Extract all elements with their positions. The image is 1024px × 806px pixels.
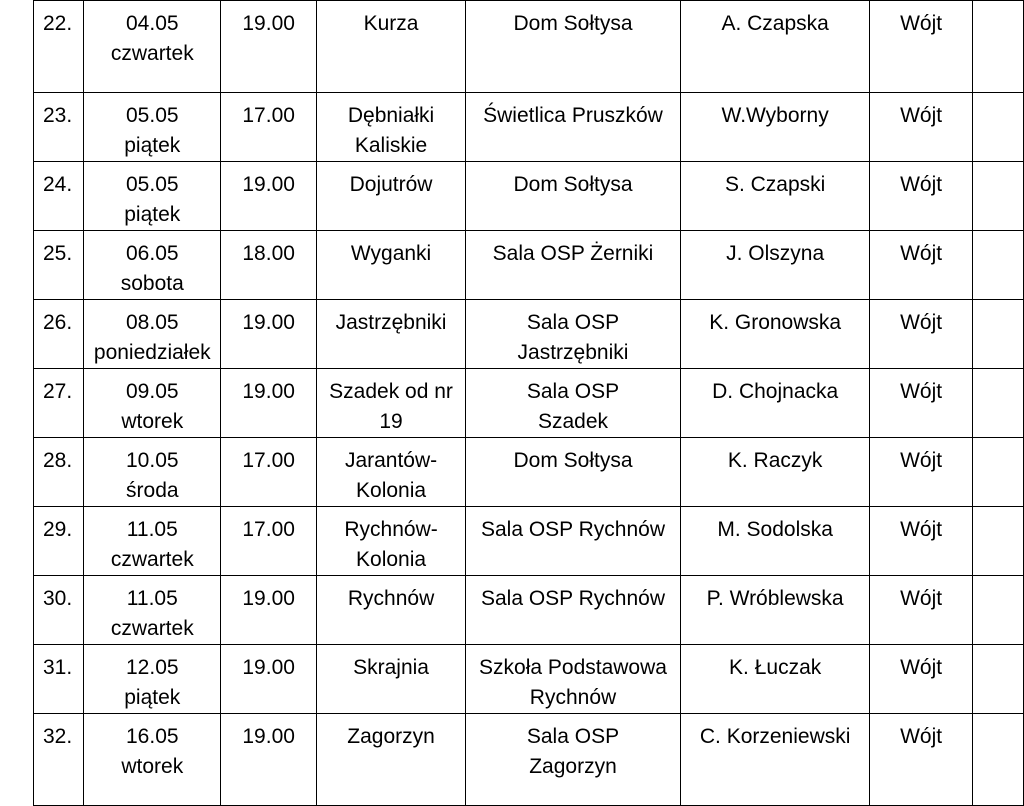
extra-cell bbox=[972, 714, 1023, 806]
village-cell-text: Kolonia bbox=[356, 548, 427, 571]
time-cell bbox=[221, 507, 317, 576]
village-cell-text: Skrajnia bbox=[353, 656, 429, 679]
date-cell-text: 11.05 bbox=[126, 518, 178, 541]
date-cell-text: wtorek bbox=[121, 755, 184, 778]
date-cell-text: 11.05 bbox=[126, 587, 178, 610]
host-cell bbox=[870, 93, 972, 162]
date-cell-text: środa bbox=[126, 479, 179, 502]
person-cell bbox=[680, 369, 870, 438]
host-cell bbox=[870, 645, 972, 714]
village-cell-text: Kaliskie bbox=[354, 134, 428, 157]
place-cell bbox=[466, 300, 681, 369]
extra-cell bbox=[972, 645, 1023, 714]
host-cell-text: Wójt bbox=[900, 12, 943, 35]
time-cell-text: 19.00 bbox=[242, 587, 295, 610]
table-row bbox=[34, 300, 1024, 369]
place-cell bbox=[466, 438, 681, 507]
village-cell-text: Kolonia bbox=[356, 479, 427, 502]
extra-cell bbox=[972, 438, 1023, 507]
date-cell-text: 08.05 bbox=[126, 311, 179, 334]
date-cell bbox=[84, 231, 221, 300]
host-cell-text: Wójt bbox=[900, 173, 943, 196]
host-cell bbox=[870, 438, 972, 507]
date-cell bbox=[84, 438, 221, 507]
host-cell-text: Wójt bbox=[900, 725, 943, 748]
table-row bbox=[34, 369, 1024, 438]
place-cell bbox=[466, 231, 681, 300]
person-cell-text: K. Raczyk bbox=[727, 449, 823, 472]
place-cell-text: Świetlica Pruszków bbox=[483, 104, 663, 127]
village-cell bbox=[317, 93, 466, 162]
date-cell bbox=[84, 645, 221, 714]
time-cell-text: 18.00 bbox=[242, 242, 295, 265]
row-number-cell-text: 23. bbox=[43, 104, 73, 127]
village-cell-text: Dębniałki bbox=[347, 104, 435, 127]
row-number-cell-text: 25. bbox=[43, 242, 73, 265]
host-cell-text: Wójt bbox=[900, 380, 943, 403]
date-cell bbox=[84, 1, 221, 93]
host-cell-text: Wójt bbox=[900, 656, 943, 679]
time-cell bbox=[221, 162, 317, 231]
place-cell-text: Sala OSP Rychnów bbox=[480, 587, 666, 610]
place-cell bbox=[466, 369, 681, 438]
person-cell-text: J. Olszyna bbox=[726, 242, 825, 265]
time-cell bbox=[221, 1, 317, 93]
date-cell-text: 05.05 bbox=[126, 104, 179, 127]
date-cell-text: piątek bbox=[124, 134, 181, 157]
place-cell bbox=[466, 576, 681, 645]
place-cell bbox=[466, 714, 681, 806]
person-cell-text: A. Czapska bbox=[721, 12, 829, 35]
table-row bbox=[34, 438, 1024, 507]
place-cell-text: Sala OSP bbox=[526, 311, 620, 334]
row-number-cell bbox=[34, 438, 84, 507]
meeting-schedule-table bbox=[33, 0, 1024, 806]
village-cell-text: 19 bbox=[379, 410, 403, 433]
person-cell-text: M. Sodolska bbox=[717, 518, 833, 541]
table-row bbox=[34, 714, 1024, 806]
village-cell-text: Zagorzyn bbox=[347, 725, 435, 748]
person-cell-text: S. Czapski bbox=[724, 173, 826, 196]
place-cell bbox=[466, 507, 681, 576]
time-cell-text: 19.00 bbox=[242, 380, 295, 403]
person-cell bbox=[680, 645, 870, 714]
row-number-cell bbox=[34, 369, 84, 438]
person-cell-text: W.Wyborny bbox=[721, 104, 829, 127]
date-cell bbox=[84, 300, 221, 369]
table-row bbox=[34, 231, 1024, 300]
date-cell-text: wtorek bbox=[121, 410, 184, 433]
village-cell bbox=[317, 507, 466, 576]
village-cell bbox=[317, 1, 466, 93]
person-cell bbox=[680, 1, 870, 93]
place-cell-text: Jastrzębniki bbox=[517, 341, 629, 364]
date-cell-text: 05.05 bbox=[126, 173, 179, 196]
village-cell bbox=[317, 714, 466, 806]
row-number-cell-text: 29. bbox=[43, 518, 73, 541]
person-cell bbox=[680, 714, 870, 806]
date-cell bbox=[84, 162, 221, 231]
row-number-cell bbox=[34, 714, 84, 806]
time-cell-text: 19.00 bbox=[242, 311, 295, 334]
time-cell-text: 19.00 bbox=[242, 725, 295, 748]
date-cell-text: 04.05 bbox=[126, 12, 179, 35]
table-row bbox=[34, 93, 1024, 162]
time-cell-text: 17.00 bbox=[242, 104, 295, 127]
table-row bbox=[34, 645, 1024, 714]
host-cell-text: Wójt bbox=[900, 449, 943, 472]
row-number-cell-text: 26. bbox=[43, 311, 73, 334]
village-cell-text: Wyganki bbox=[350, 242, 432, 265]
row-number-cell bbox=[34, 162, 84, 231]
extra-cell bbox=[972, 162, 1023, 231]
date-cell-text: czwartek bbox=[110, 42, 194, 65]
host-cell bbox=[870, 507, 972, 576]
village-cell-text: Dojutrów bbox=[349, 173, 433, 196]
date-cell bbox=[84, 369, 221, 438]
person-cell-text: P. Wróblewska bbox=[706, 587, 844, 610]
place-cell-text: Sala OSP Żerniki bbox=[492, 242, 654, 265]
host-cell bbox=[870, 714, 972, 806]
place-cell-text: Szadek bbox=[537, 410, 609, 433]
time-cell bbox=[221, 714, 317, 806]
row-number-cell bbox=[34, 93, 84, 162]
person-cell bbox=[680, 507, 870, 576]
host-cell-text: Wójt bbox=[900, 587, 943, 610]
place-cell-text: Dom Sołtysa bbox=[513, 449, 633, 472]
place-cell-text: Dom Sołtysa bbox=[513, 12, 633, 35]
date-cell-text: 06.05 bbox=[126, 242, 179, 265]
row-number-cell-text: 24. bbox=[43, 173, 73, 196]
date-cell-text: piątek bbox=[124, 203, 181, 226]
row-number-cell-text: 31. bbox=[43, 656, 73, 679]
time-cell-text: 19.00 bbox=[242, 173, 295, 196]
village-cell bbox=[317, 645, 466, 714]
host-cell bbox=[870, 231, 972, 300]
host-cell bbox=[870, 162, 972, 231]
place-cell-text: Sala OSP bbox=[526, 725, 620, 748]
date-cell-text: 12.05 bbox=[126, 656, 179, 679]
time-cell-text: 17.00 bbox=[242, 518, 295, 541]
row-number-cell bbox=[34, 507, 84, 576]
host-cell bbox=[870, 300, 972, 369]
person-cell-text: K. Gronowska bbox=[709, 311, 842, 334]
extra-cell bbox=[972, 369, 1023, 438]
date-cell bbox=[84, 93, 221, 162]
table-row bbox=[34, 162, 1024, 231]
table-row bbox=[34, 1, 1024, 93]
row-number-cell-text: 27. bbox=[43, 380, 73, 403]
village-cell-text: Jastrzębniki bbox=[335, 311, 447, 334]
date-cell-text: 09.05 bbox=[126, 380, 179, 403]
date-cell-text: sobota bbox=[120, 272, 184, 295]
person-cell bbox=[680, 231, 870, 300]
time-cell bbox=[221, 438, 317, 507]
time-cell-text: 17.00 bbox=[242, 449, 295, 472]
place-cell-text: Dom Sołtysa bbox=[513, 173, 633, 196]
host-cell-text: Wójt bbox=[900, 311, 943, 334]
person-cell-text: C. Korzeniewski bbox=[699, 725, 851, 748]
host-cell bbox=[870, 1, 972, 93]
host-cell-text: Wójt bbox=[900, 104, 943, 127]
village-cell bbox=[317, 300, 466, 369]
extra-cell bbox=[972, 300, 1023, 369]
extra-cell bbox=[972, 93, 1023, 162]
host-cell-text: Wójt bbox=[900, 242, 943, 265]
time-cell bbox=[221, 231, 317, 300]
row-number-cell-text: 22. bbox=[43, 12, 73, 35]
date-cell-text: czwartek bbox=[110, 617, 194, 640]
date-cell-text: 16.05 bbox=[126, 725, 179, 748]
schedule-sheet bbox=[33, 0, 1024, 806]
row-number-cell bbox=[34, 1, 84, 93]
person-cell bbox=[680, 438, 870, 507]
village-cell bbox=[317, 369, 466, 438]
schedule-body bbox=[34, 1, 1024, 806]
time-cell bbox=[221, 645, 317, 714]
place-cell-text: Sala OSP Rychnów bbox=[480, 518, 666, 541]
host-cell bbox=[870, 369, 972, 438]
time-cell bbox=[221, 576, 317, 645]
row-number-cell bbox=[34, 645, 84, 714]
village-cell-text: Kurza bbox=[363, 12, 419, 35]
village-cell bbox=[317, 162, 466, 231]
table-row bbox=[34, 576, 1024, 645]
place-cell-text: Zagorzyn bbox=[529, 755, 617, 778]
person-cell bbox=[680, 162, 870, 231]
place-cell bbox=[466, 645, 681, 714]
date-cell-text: poniedziałek bbox=[93, 341, 211, 364]
place-cell-text: Szkoła Podstawowa bbox=[479, 656, 667, 679]
village-cell-text: Rychnów bbox=[347, 587, 435, 610]
person-cell bbox=[680, 93, 870, 162]
date-cell bbox=[84, 576, 221, 645]
place-cell-text: Sala OSP bbox=[526, 380, 620, 403]
extra-cell bbox=[972, 576, 1023, 645]
person-cell bbox=[680, 576, 870, 645]
host-cell-text: Wójt bbox=[900, 518, 943, 541]
person-cell bbox=[680, 300, 870, 369]
person-cell-text: K. Łuczak bbox=[729, 656, 822, 679]
table-row bbox=[34, 507, 1024, 576]
date-cell bbox=[84, 714, 221, 806]
row-number-cell bbox=[34, 300, 84, 369]
time-cell-text: 19.00 bbox=[242, 656, 295, 679]
person-cell-text: D. Chojnacka bbox=[712, 380, 839, 403]
village-cell bbox=[317, 438, 466, 507]
date-cell bbox=[84, 507, 221, 576]
row-number-cell-text: 28. bbox=[43, 449, 73, 472]
place-cell bbox=[466, 1, 681, 93]
date-cell-text: piątek bbox=[124, 686, 181, 709]
date-cell-text: czwartek bbox=[110, 548, 194, 571]
time-cell-text: 19.00 bbox=[242, 12, 295, 35]
village-cell bbox=[317, 576, 466, 645]
time-cell bbox=[221, 369, 317, 438]
host-cell bbox=[870, 576, 972, 645]
row-number-cell-text: 30. bbox=[43, 587, 73, 610]
place-cell-text: Rychnów bbox=[529, 686, 617, 709]
extra-cell bbox=[972, 1, 1023, 93]
row-number-cell bbox=[34, 576, 84, 645]
place-cell bbox=[466, 93, 681, 162]
date-cell-text: 10.05 bbox=[126, 449, 179, 472]
place-cell bbox=[466, 162, 681, 231]
row-number-cell-text: 32. bbox=[43, 725, 73, 748]
time-cell bbox=[221, 93, 317, 162]
row-number-cell bbox=[34, 231, 84, 300]
extra-cell bbox=[972, 507, 1023, 576]
time-cell bbox=[221, 300, 317, 369]
village-cell-text: Jarantów- bbox=[344, 449, 438, 472]
extra-cell bbox=[972, 231, 1023, 300]
village-cell bbox=[317, 231, 466, 300]
village-cell-text: Rychnów- bbox=[344, 518, 438, 541]
village-cell-text: Szadek od nr bbox=[329, 380, 453, 403]
